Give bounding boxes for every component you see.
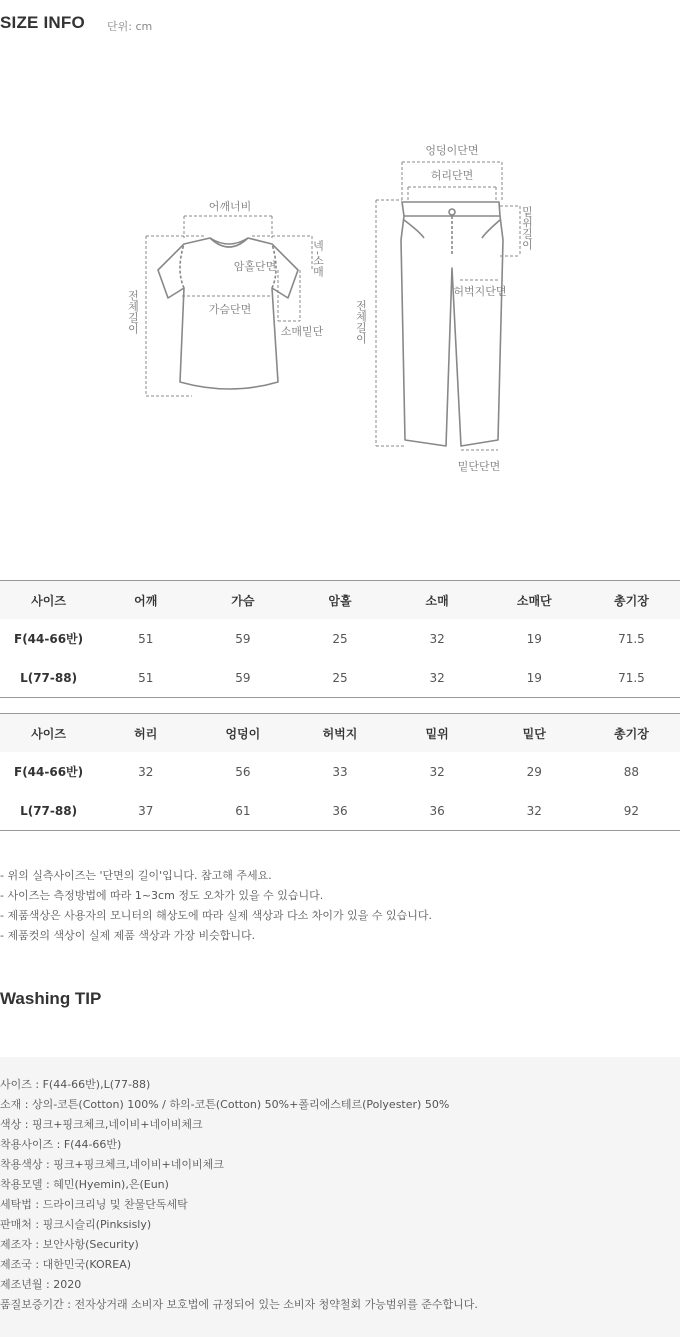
info-line: 제조년월 : 2020 <box>0 1278 82 1291</box>
table-cell: F(44-66반) <box>14 632 84 646</box>
table-cell: 92 <box>623 803 640 818</box>
table-cell: 71.5 <box>618 631 645 646</box>
table-cell: 29 <box>526 764 542 779</box>
column-header: 소매 <box>389 581 486 620</box>
column-header: 총기장 <box>583 581 680 620</box>
waist-label: 허리단면 <box>430 169 474 182</box>
note-line: - 사이즈는 측정방법에 따라 1~3cm 정도 오차가 있을 수 있습니다. <box>0 889 324 902</box>
info-line: 착용모델 : 혜민(Hyemin),은(Eun) <box>0 1178 169 1191</box>
column-header: 허벅지 <box>291 714 388 753</box>
info-line: 판매처 : 핑크시슬리(Pinksisly) <box>0 1218 152 1231</box>
rise-label: 밑위길이 <box>520 206 534 250</box>
info-line: 착용색상 : 핑크+핑크체크,네이비+네이비체크 <box>0 1158 224 1171</box>
table-cell: 37 <box>138 803 154 818</box>
table-cell: 61 <box>235 803 251 818</box>
table-cell: 33 <box>332 764 348 779</box>
table-header-row <box>0 581 680 620</box>
page-title: SIZE INFO <box>0 13 85 32</box>
hip-label: 엉덩이단면 <box>425 144 479 157</box>
info-line: 색상 : 핑크+핑크체크,네이비+네이비체크 <box>0 1118 203 1131</box>
info-line: 품질보증기간 : 전자상거래 소비자 보호법에 규정되어 있는 소비자 청약철회 가능범위를 준수합니다. <box>0 1298 478 1311</box>
column-header: 허리 <box>97 714 194 753</box>
unit-label: 단위: cm <box>107 20 153 33</box>
column-header: 사이즈 <box>0 581 97 620</box>
table-cell: 36 <box>332 803 348 818</box>
table-cell: 88 <box>623 764 640 779</box>
info-line: 사이즈 : F(44-66반),L(77-88) <box>0 1078 151 1091</box>
table-cell: F(44-66반) <box>14 765 84 779</box>
table-cell: 32 <box>429 764 445 779</box>
table-cell: 51 <box>138 631 154 646</box>
product-info-list <box>0 1075 478 1315</box>
info-line: 착용사이즈 : F(44-66반) <box>0 1138 122 1151</box>
table-cell: 71.5 <box>618 670 645 685</box>
thigh-label: 허벅지단면 <box>453 285 507 298</box>
table-row <box>0 619 680 658</box>
note-line: - 제품색상은 사용자의 모니터의 해상도에 따라 실제 색상과 다소 차이가 있을 수 있습니다. <box>0 909 432 922</box>
column-header: 암홀 <box>291 581 388 620</box>
hem-label: 밑단단면 <box>457 460 501 473</box>
armhole-label: 암홀단면 <box>233 260 277 273</box>
table-cell: L(77-88) <box>20 803 78 818</box>
washing-tip-title: Washing TIP <box>0 989 102 1008</box>
column-header: 사이즈 <box>0 714 97 753</box>
table-cell: 36 <box>429 803 445 818</box>
bottom-length-label: 전체길이 <box>354 300 368 344</box>
table-cell: 19 <box>526 670 542 685</box>
table-cell: 32 <box>429 670 445 685</box>
column-header: 엉덩이 <box>194 714 291 753</box>
table-cell: 59 <box>235 670 251 685</box>
product-info-box <box>0 1057 680 1337</box>
info-line: 제조국 : 대한민국(KOREA) <box>0 1258 132 1271</box>
column-header: 가슴 <box>194 581 291 620</box>
table-cell: L(77-88) <box>20 670 78 685</box>
table-cell: 25 <box>332 631 348 646</box>
table-row <box>0 658 680 698</box>
column-header: 어깨 <box>97 581 194 620</box>
column-header: 밑위 <box>389 714 486 753</box>
shoulder-label: 어깨너비 <box>208 200 252 213</box>
info-line: 소재 : 상의-코튼(Cotton) 100% / 하의-코튼(Cotton) 50%+폴리에스테르(Polyester) 50% <box>0 1098 450 1111</box>
table-cell: 32 <box>429 631 445 646</box>
table-cell: 51 <box>138 670 154 685</box>
table-cell: 32 <box>526 803 542 818</box>
table-cell: 25 <box>332 670 348 685</box>
table-cell: 19 <box>526 631 542 646</box>
chest-label: 가슴단면 <box>208 303 252 316</box>
table-row <box>0 791 680 831</box>
top-length-label: 전체길이 <box>126 290 140 334</box>
table-cell: 32 <box>138 764 154 779</box>
table-header-row <box>0 714 680 753</box>
note-line: - 제품컷의 색상이 실제 제품 색상과 가장 비슷합니다. <box>0 929 256 942</box>
column-header: 총기장 <box>583 714 680 753</box>
table-cell: 56 <box>235 764 251 779</box>
neck-sleeve-label: 넥-소매 <box>311 240 325 277</box>
bottom-size-table <box>0 713 680 831</box>
column-header: 소매단 <box>486 581 583 620</box>
info-line: 제조자 : 보안사항(Security) <box>0 1238 139 1251</box>
column-header: 밑단 <box>486 714 583 753</box>
size-notes <box>0 866 432 946</box>
note-line: - 위의 실측사이즈는 '단면의 길이'입니다. 참고해 주세요. <box>0 869 272 882</box>
size-diagram <box>0 120 680 490</box>
table-row <box>0 752 680 791</box>
pants-illustration <box>401 202 503 446</box>
table-cell: 59 <box>235 631 251 646</box>
top-size-table <box>0 580 680 698</box>
info-line: 세탁법 : 드라이크리닝 및 찬물단독세탁 <box>0 1198 188 1211</box>
cuff-label: 소매밑단 <box>280 325 324 338</box>
